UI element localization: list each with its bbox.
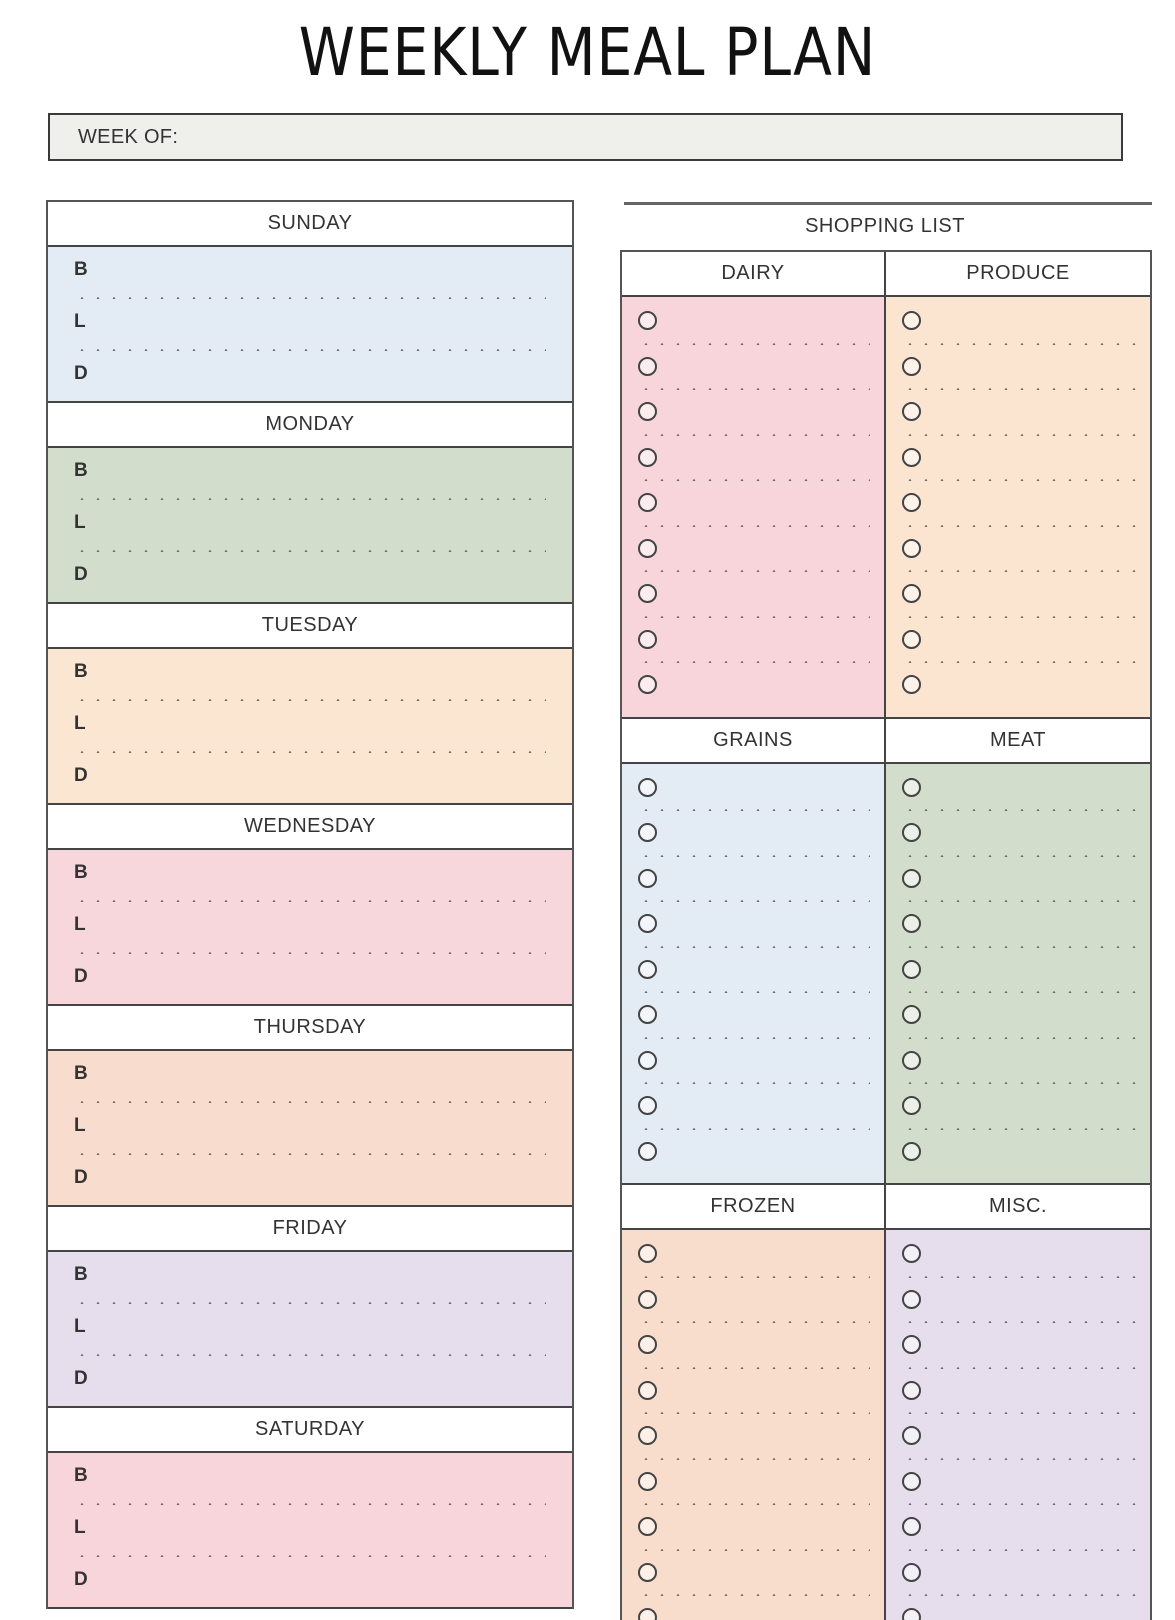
checkbox-circle-icon[interactable] <box>902 1563 921 1582</box>
dotted-line <box>638 946 870 948</box>
category-meat <box>886 719 1150 1186</box>
list-item[interactable] <box>902 1418 1136 1464</box>
list-item[interactable] <box>638 952 870 998</box>
checkbox-circle-icon[interactable] <box>638 357 657 376</box>
category-misc <box>886 1185 1150 1620</box>
list-item[interactable] <box>638 303 870 349</box>
list-item[interactable] <box>638 997 870 1043</box>
list-item[interactable] <box>902 394 1136 440</box>
list-item[interactable] <box>638 485 870 531</box>
list-item[interactable] <box>902 1043 1136 1089</box>
dotted-line <box>638 991 870 993</box>
list-item[interactable] <box>638 1418 870 1464</box>
category-header-grains: GRAINS <box>622 719 884 764</box>
dotted-line <box>638 661 870 663</box>
list-item[interactable] <box>902 440 1136 486</box>
list-item[interactable] <box>638 1134 870 1180</box>
list-item[interactable] <box>638 394 870 440</box>
dotted-line <box>902 900 1136 902</box>
list-item[interactable] <box>638 349 870 395</box>
checkbox-circle-icon[interactable] <box>638 1563 657 1582</box>
checkbox-circle-icon[interactable] <box>902 1051 921 1070</box>
list-item[interactable] <box>638 531 870 577</box>
day-meals-thursday <box>48 1051 572 1207</box>
dotted-line <box>902 1503 1136 1505</box>
category-items-misc <box>886 1230 1150 1620</box>
checkbox-circle-icon[interactable] <box>638 584 657 603</box>
day-header-tuesday: TUESDAY <box>48 604 572 649</box>
dotted-line <box>902 1082 1136 1084</box>
dotted-line <box>638 1549 870 1551</box>
dinner-label: D <box>74 564 88 585</box>
dotted-line <box>638 1128 870 1130</box>
dotted-line <box>902 388 1136 390</box>
dotted-line <box>638 343 870 345</box>
category-header-dairy: DAIRY <box>622 252 884 297</box>
dotted-line <box>902 946 1136 948</box>
breakfast-label: B <box>74 460 88 481</box>
checkbox-circle-icon[interactable] <box>902 1472 921 1491</box>
checkbox-circle-icon[interactable] <box>902 402 921 421</box>
list-item[interactable] <box>638 1464 870 1510</box>
checkbox-circle-icon[interactable] <box>638 1381 657 1400</box>
week-of-label: WEEK OF: <box>78 125 179 148</box>
dotted-line <box>638 388 870 390</box>
list-item[interactable] <box>902 1327 1136 1373</box>
dinner-entry[interactable] <box>74 1356 546 1408</box>
dinner-label: D <box>74 1167 88 1188</box>
checkbox-circle-icon[interactable] <box>902 1335 921 1354</box>
page-title: WEEKLY MEAL PLAN <box>298 14 877 91</box>
dinner-entry[interactable] <box>74 1155 546 1207</box>
checkbox-circle-icon[interactable] <box>902 1290 921 1309</box>
checkbox-circle-icon[interactable] <box>638 1290 657 1309</box>
dotted-line <box>902 616 1136 618</box>
dotted-line <box>902 661 1136 663</box>
checkbox-circle-icon[interactable] <box>902 1426 921 1445</box>
breakfast-entry[interactable] <box>74 448 546 500</box>
checkbox-circle-icon[interactable] <box>638 1005 657 1024</box>
list-item[interactable] <box>902 1373 1136 1419</box>
shopping-list-title: SHOPPING LIST <box>805 215 965 237</box>
checkbox-circle-icon[interactable] <box>638 1244 657 1263</box>
checkbox-circle-icon[interactable] <box>638 1051 657 1070</box>
dinner-entry[interactable] <box>74 1557 546 1609</box>
dotted-line <box>902 1037 1136 1039</box>
breakfast-label: B <box>74 1264 88 1285</box>
dotted-line <box>638 855 870 857</box>
list-item[interactable] <box>902 1555 1136 1601</box>
breakfast-label: B <box>74 862 88 883</box>
breakfast-entry[interactable] <box>74 1453 546 1505</box>
checkbox-circle-icon[interactable] <box>638 1472 657 1491</box>
day-meals-wednesday <box>48 850 572 1006</box>
checkbox-circle-icon[interactable] <box>638 1426 657 1445</box>
dotted-line <box>902 1367 1136 1369</box>
dotted-line <box>638 434 870 436</box>
dinner-entry[interactable] <box>74 552 546 604</box>
day-header-friday: FRIDAY <box>48 1207 572 1252</box>
day-meals-sunday <box>48 247 572 403</box>
list-item[interactable] <box>638 667 870 713</box>
dotted-line <box>902 343 1136 345</box>
lunch-entry[interactable] <box>74 1103 546 1155</box>
dinner-label: D <box>74 1368 88 1389</box>
list-item[interactable] <box>638 622 870 668</box>
list-item[interactable] <box>902 1088 1136 1134</box>
category-dairy <box>622 252 886 719</box>
dotted-line <box>638 525 870 527</box>
list-item[interactable] <box>638 1236 870 1282</box>
list-item[interactable] <box>638 861 870 907</box>
checkbox-circle-icon[interactable] <box>902 960 921 979</box>
dinner-label: D <box>74 363 88 384</box>
dotted-line <box>638 616 870 618</box>
dotted-line <box>902 1549 1136 1551</box>
list-item[interactable] <box>902 1134 1136 1180</box>
list-item[interactable] <box>638 1600 870 1620</box>
category-items-dairy <box>622 297 884 717</box>
dotted-line <box>638 1503 870 1505</box>
shopping-list-grid <box>620 250 1152 1620</box>
lunch-entry[interactable] <box>74 500 546 552</box>
category-header-produce: PRODUCE <box>886 252 1150 297</box>
breakfast-entry[interactable] <box>74 850 546 902</box>
dinner-entry[interactable] <box>74 351 546 403</box>
list-item[interactable] <box>902 349 1136 395</box>
breakfast-entry[interactable] <box>74 247 546 299</box>
lunch-entry[interactable] <box>74 902 546 954</box>
dinner-entry[interactable] <box>74 753 546 805</box>
checkbox-circle-icon[interactable] <box>902 630 921 649</box>
checkbox-circle-icon[interactable] <box>638 675 657 694</box>
checkbox-circle-icon[interactable] <box>902 1608 921 1620</box>
list-item[interactable] <box>638 815 870 861</box>
checkbox-circle-icon[interactable] <box>902 914 921 933</box>
day-meals-saturday <box>48 1453 572 1609</box>
checkbox-circle-icon[interactable] <box>902 584 921 603</box>
dinner-label: D <box>74 765 88 786</box>
checkbox-circle-icon[interactable] <box>902 1005 921 1024</box>
checkbox-circle-icon[interactable] <box>638 869 657 888</box>
checkbox-circle-icon[interactable] <box>638 493 657 512</box>
checkbox-circle-icon[interactable] <box>638 1517 657 1536</box>
dotted-line <box>902 1412 1136 1414</box>
dotted-line <box>638 1367 870 1369</box>
checkbox-circle-icon[interactable] <box>902 493 921 512</box>
category-header-frozen: FROZEN <box>622 1185 884 1230</box>
list-item[interactable] <box>638 1088 870 1134</box>
dotted-line <box>638 1082 870 1084</box>
list-item[interactable] <box>638 906 870 952</box>
dinner-entry[interactable] <box>74 954 546 1006</box>
checkbox-circle-icon[interactable] <box>902 1244 921 1263</box>
list-item[interactable] <box>902 815 1136 861</box>
breakfast-label: B <box>74 259 88 280</box>
breakfast-entry[interactable] <box>74 649 546 701</box>
checkbox-circle-icon[interactable] <box>638 823 657 842</box>
category-items-produce <box>886 297 1150 717</box>
dotted-line <box>638 1594 870 1596</box>
breakfast-entry[interactable] <box>74 1051 546 1103</box>
lunch-label: L <box>74 1316 86 1337</box>
category-frozen <box>622 1185 886 1620</box>
checkbox-circle-icon[interactable] <box>902 823 921 842</box>
lunch-entry[interactable] <box>74 1304 546 1356</box>
breakfast-entry[interactable] <box>74 1252 546 1304</box>
list-item[interactable] <box>902 531 1136 577</box>
list-item[interactable] <box>902 906 1136 952</box>
dotted-line <box>902 991 1136 993</box>
lunch-label: L <box>74 311 86 332</box>
checkbox-circle-icon[interactable] <box>638 448 657 467</box>
checkbox-circle-icon[interactable] <box>902 1142 921 1161</box>
list-item[interactable] <box>638 770 870 816</box>
dotted-line <box>902 1276 1136 1278</box>
category-items-frozen <box>622 1230 884 1620</box>
dotted-line <box>902 855 1136 857</box>
list-item[interactable] <box>902 1464 1136 1510</box>
dotted-line <box>902 1594 1136 1596</box>
list-item[interactable] <box>902 576 1136 622</box>
dotted-line <box>638 1412 870 1414</box>
breakfast-label: B <box>74 1063 88 1084</box>
checkbox-circle-icon[interactable] <box>638 311 657 330</box>
checkbox-circle-icon[interactable] <box>638 960 657 979</box>
checkbox-circle-icon[interactable] <box>638 1142 657 1161</box>
list-item[interactable] <box>902 485 1136 531</box>
list-item[interactable] <box>638 576 870 622</box>
list-item[interactable] <box>902 303 1136 349</box>
day-header-wednesday: WEDNESDAY <box>48 805 572 850</box>
checkbox-circle-icon[interactable] <box>902 1096 921 1115</box>
dotted-line <box>638 1321 870 1323</box>
lunch-label: L <box>74 512 86 533</box>
list-item[interactable] <box>902 770 1136 816</box>
list-item[interactable] <box>638 1327 870 1373</box>
dotted-line <box>638 900 870 902</box>
dotted-line <box>902 809 1136 811</box>
dotted-line <box>638 1458 870 1460</box>
category-items-meat <box>886 764 1150 1184</box>
dotted-line <box>638 809 870 811</box>
dotted-line <box>902 479 1136 481</box>
dotted-line <box>902 1128 1136 1130</box>
days-column <box>46 200 574 1609</box>
day-meals-monday <box>48 448 572 604</box>
checkbox-circle-icon[interactable] <box>902 675 921 694</box>
breakfast-label: B <box>74 1465 88 1486</box>
checkbox-circle-icon[interactable] <box>638 778 657 797</box>
list-item[interactable] <box>638 1509 870 1555</box>
lunch-entry[interactable] <box>74 701 546 753</box>
dotted-line <box>902 1458 1136 1460</box>
dotted-line <box>638 1276 870 1278</box>
checkbox-circle-icon[interactable] <box>638 1335 657 1354</box>
dotted-line <box>902 525 1136 527</box>
lunch-entry[interactable] <box>74 1505 546 1557</box>
dotted-line <box>638 570 870 572</box>
day-meals-tuesday <box>48 649 572 805</box>
dotted-line <box>902 570 1136 572</box>
category-grains <box>622 719 886 1186</box>
checkbox-circle-icon[interactable] <box>902 357 921 376</box>
checkbox-circle-icon[interactable] <box>902 1517 921 1536</box>
week-of-field[interactable] <box>48 113 1123 161</box>
category-items-grains <box>622 764 884 1184</box>
lunch-entry[interactable] <box>74 299 546 351</box>
checkbox-circle-icon[interactable] <box>638 402 657 421</box>
checkbox-circle-icon[interactable] <box>638 1096 657 1115</box>
list-item[interactable] <box>638 1282 870 1328</box>
lunch-label: L <box>74 1517 86 1538</box>
day-header-sunday: SUNDAY <box>48 202 572 247</box>
list-item[interactable] <box>902 997 1136 1043</box>
day-header-monday: MONDAY <box>48 403 572 448</box>
list-item[interactable] <box>902 952 1136 998</box>
category-produce <box>886 252 1150 719</box>
shopping-list-divider <box>624 202 1152 205</box>
list-item[interactable] <box>902 1282 1136 1328</box>
dotted-line <box>902 434 1136 436</box>
breakfast-label: B <box>74 661 88 682</box>
category-header-misc: MISC. <box>886 1185 1150 1230</box>
checkbox-circle-icon[interactable] <box>902 1381 921 1400</box>
list-item[interactable] <box>638 1043 870 1089</box>
day-header-thursday: THURSDAY <box>48 1006 572 1051</box>
checkbox-circle-icon[interactable] <box>902 869 921 888</box>
checkbox-circle-icon[interactable] <box>638 914 657 933</box>
checkbox-circle-icon[interactable] <box>902 311 921 330</box>
checkbox-circle-icon[interactable] <box>902 539 921 558</box>
list-item[interactable] <box>638 1373 870 1419</box>
list-item[interactable] <box>638 440 870 486</box>
list-item[interactable] <box>902 1509 1136 1555</box>
list-item[interactable] <box>902 622 1136 668</box>
lunch-label: L <box>74 914 86 935</box>
lunch-label: L <box>74 713 86 734</box>
list-item[interactable] <box>638 1555 870 1601</box>
dotted-line <box>902 1321 1136 1323</box>
day-header-saturday: SATURDAY <box>48 1408 572 1453</box>
day-meals-friday <box>48 1252 572 1408</box>
category-header-meat: MEAT <box>886 719 1150 764</box>
lunch-label: L <box>74 1115 86 1136</box>
checkbox-circle-icon[interactable] <box>638 630 657 649</box>
list-item[interactable] <box>902 1236 1136 1282</box>
checkbox-circle-icon[interactable] <box>638 539 657 558</box>
dotted-line <box>638 1037 870 1039</box>
dotted-line <box>638 479 870 481</box>
dinner-label: D <box>74 966 88 987</box>
list-item[interactable] <box>902 1600 1136 1620</box>
checkbox-circle-icon[interactable] <box>638 1608 657 1620</box>
checkbox-circle-icon[interactable] <box>902 778 921 797</box>
list-item[interactable] <box>902 861 1136 907</box>
checkbox-circle-icon[interactable] <box>902 448 921 467</box>
dinner-label: D <box>74 1569 88 1590</box>
list-item[interactable] <box>902 667 1136 713</box>
